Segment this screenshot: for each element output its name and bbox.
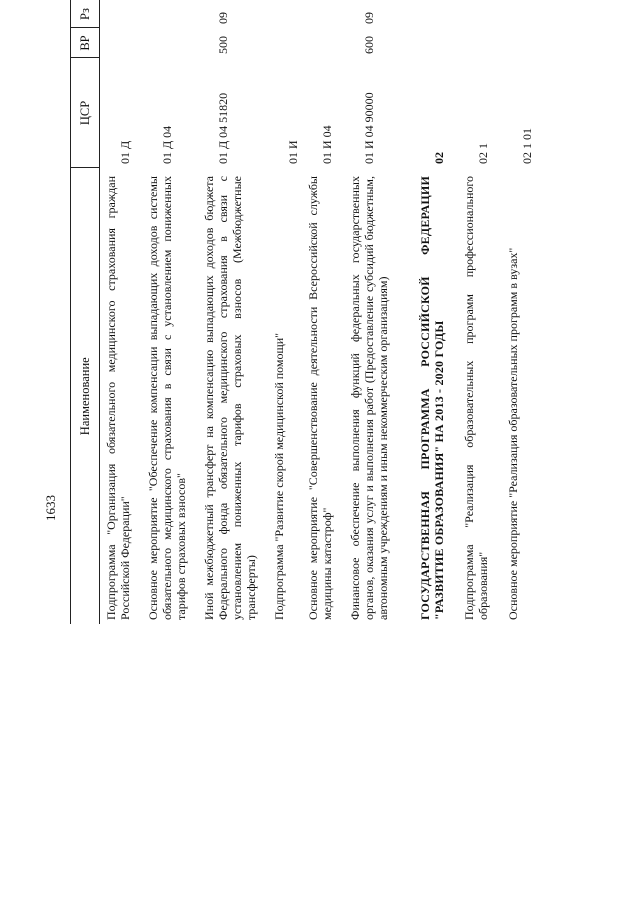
table-row — [302, 0, 344, 624]
row-rz — [302, 0, 344, 28]
budget-table — [70, 0, 536, 624]
row-vr — [502, 28, 536, 58]
row-csr: 02 1 01 — [519, 128, 534, 164]
rotated-page — [70, 8, 640, 854]
row-vr: 500 — [215, 36, 230, 54]
row-vr: 600 — [361, 36, 376, 54]
row-name: ГОСУДАРСТВЕННАЯ ПРОГРАММА РОССИЙСКОЙ ФЕДЕРАЦИИ "РАЗВИТИЕ ОБРАЗОВАНИЯ" НА 2013 - 2020 ГОДЫ — [417, 176, 446, 620]
row-csr: 02 1 — [475, 143, 490, 164]
row-name: Финансовое обеспечение выполнения функций федеральных государственных органов, оказания услуг и выполнения работ (Предоставление субсидий бюджетным, автономным учреждениям и иным некоммерческим организациям) — [347, 176, 390, 620]
table-row — [142, 0, 198, 624]
page-number — [36, 488, 66, 528]
row-vr — [414, 28, 458, 58]
row-vr — [100, 28, 142, 58]
row-name: Основное мероприятие "Реализация образовательных программ в вузах" — [505, 247, 520, 620]
row-name: Подпрограмма "Организация обязательного медицинского страхования граждан Российской Федерации" — [104, 176, 132, 620]
row-rz — [142, 0, 198, 28]
row-name: Основное мероприятие "Совершенствование деятельности Всероссийской службы медицины катастроф" — [305, 176, 334, 620]
row-csr: 01 Д 04 51820 — [215, 92, 230, 164]
table-row — [198, 0, 268, 624]
header-row — [71, 0, 100, 624]
row-name: Подпрограмма "Развитие скорой медицинской помощи" — [271, 332, 286, 620]
row-name: Иной межбюджетный трансферт на компенсацию выпадающих доходов бюджета Федерального фонда обязательного медицинского страхования в связи с установлением пониженных тарифов страховых взносов (Межбюджетные трансферты) — [201, 176, 258, 620]
header-vr: ВР — [71, 28, 100, 58]
page-number-text: 1633 — [43, 495, 58, 521]
row-vr — [142, 28, 198, 58]
header-rz: Рз — [71, 0, 100, 28]
row-csr: 01 И — [285, 140, 300, 164]
row-name: Основное мероприятие "Обеспечение компенсации выпадающих доходов системы обязательного медицинского страхования в связи с установлением пониженных тарифов страховых взносов" — [145, 176, 188, 620]
row-csr: 01 Д 04 — [159, 125, 174, 164]
row-rz — [268, 0, 302, 28]
row-csr: 02 — [431, 152, 446, 164]
row-csr: 01 Д — [118, 140, 132, 164]
row-rz — [100, 0, 142, 28]
table-row — [100, 0, 142, 624]
row-csr: 01 И 04 — [319, 125, 334, 164]
budget-table-sheet — [70, 0, 640, 624]
row-csr: 01 И 04 90000 — [361, 92, 376, 164]
table-row — [268, 0, 302, 624]
row-vr — [458, 28, 502, 58]
row-rz — [502, 0, 536, 28]
row-vr — [302, 28, 344, 58]
header-csr: ЦСР — [71, 58, 100, 168]
row-rz: 09 — [361, 12, 376, 24]
table-row — [458, 0, 502, 624]
row-name: Подпрограмма "Реализация образовательных программ профессионального образования" — [461, 176, 490, 620]
row-rz — [414, 0, 458, 28]
table-row — [502, 0, 536, 624]
row-rz: 09 — [215, 12, 230, 24]
table-row — [414, 0, 458, 624]
header-name: Наименование — [71, 168, 100, 624]
row-rz — [458, 0, 502, 28]
row-vr — [268, 28, 302, 58]
table-row — [344, 0, 414, 624]
